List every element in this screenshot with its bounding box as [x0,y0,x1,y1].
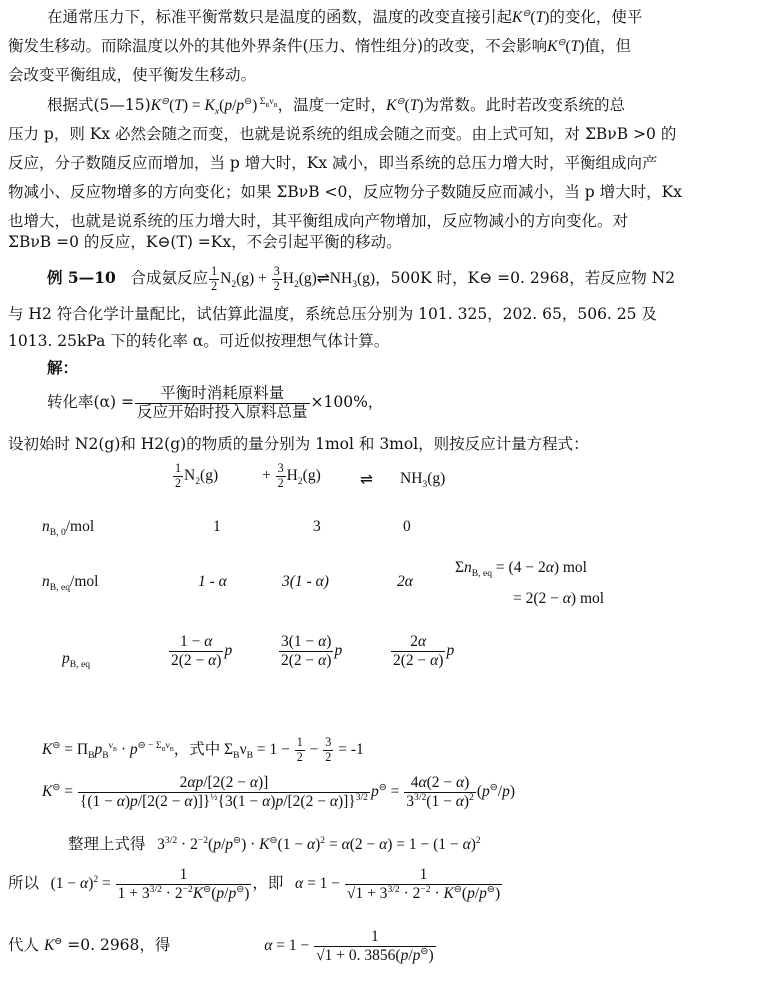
substitution-label: 代人 K⊖ =0. 2968，得 [8,935,171,954]
example-line2 [8,304,657,324]
equation-solution-alpha: 所以 $(1 - \alpha)^2$ = $\frac{1}{1 + 3^{3/2} \cdot 2^{-2}K^⊖(p/p^⊖)}$ ，即 α = 1 − $\frac{1}{√1 + 3^{3/2} \cdot 2^{-2} \cdot K^⊖(p/p^⊖)}$ [8,866,501,902]
solution-label [47,358,78,378]
para2-line2 [8,124,676,144]
initial-amounts [8,434,589,454]
table-header-nh3: $NH_3(g)$ [400,470,446,491]
text: 反应，分子数随反应而增加，当 p 增大时，Kx 减小，即当系统的总压力增大时，平衡组成向产 [8,154,658,172]
para1-line1: 在通常压力下，标准平衡常数只是温度的函数，温度的改变直接引起K⊖(T)的变化，使平 [47,7,643,26]
conversion-definition [47,382,383,422]
neq-n2: 1 - α [198,573,227,590]
n0-nh3: 0 [403,518,411,535]
text: 为常数。此时若改变系统的总 [423,96,625,114]
text: 整理上式得 [68,835,146,853]
peq-nh3: $\frac{2\alpha}{2(2 - \alpha)}$ p [393,633,455,669]
neq-sum1: $\Sigma n_{B, eq} = (4 - 2\alpha)$ mol [455,559,587,580]
text: 值，但 [584,37,631,55]
peq-n2: $\frac{1 - \alpha}{2(2 - \alpha)}$ p [171,633,233,669]
row-label-peq: $p_{B, eq}$ [62,650,91,671]
para1-line2: 衡发生移动。而除温度以外的其他外界条件(压力、惰性组分)的改变，不会影响K⊖(T)值，但 [8,36,631,55]
row-label-neq: $n_{B, eq}$/mol [42,573,99,594]
text: 合成氨反应 [130,269,209,287]
table-header-n2: $\frac{1}{2}$ $N_2(g)$ [175,461,219,490]
n0-n2: 1 [213,518,221,535]
example-line1: 例 5—10 合成氨反应 $\frac{1}{2}$ $N_2(g)$ + $\frac{3}{2}$ $H_2(g)\rightleftharpoons NH_3(g)$，500K 时，K⊖ =0. 2968，若反应物 N2 [47,263,676,293]
peq-h2: $\frac{3(1 - \alpha)}{2(2 - \alpha)}$ p [281,633,343,669]
neq-sum2: = 2(2 − α) mol [513,590,605,607]
para2-line5 [8,211,628,231]
text: 物减小、反应物增多的方向变化；如果 ΣBνB <0，反应物分子数随反应而减小，当 p 增大时，Kx [8,183,682,201]
text: 与 H2 符合化学计量配比，试估算此温度，系统总压分别为 101. 325，202. 65，506. 25 及 [8,305,657,323]
table-header-h2: + $\frac{3}{2}$ $H_2(g)$ [262,461,321,490]
neq-nh3: 2α [397,573,413,590]
text: ΣBνB =0 的反应，K⊖(T) =Kx，不会引起平衡的移动。 [8,233,402,251]
n0-h2: 3 [313,518,321,535]
para2-line3 [8,153,658,173]
text: ，500K 时，K⊖ =0. 2968，若反应物 N2 [375,269,676,287]
equation-k-definition: $K^⊖ = \Pi_Bp_B^{\nu_B} \cdot p^{⊖ - \Sigma_B\nu_B}$，式中 $\Sigma_B\nu_B = 1$ − $\frac{1}{2}$ − $\frac{3}{2}$ = -1 [42,735,364,764]
row-label-n0: $n_{B, 0}$/mol [42,518,95,539]
text: 1013. 25kPa 下的转化率 α。可近似按理想气体计算。 [8,332,390,350]
text: 根据式(5—15) [47,96,151,114]
text: 衡发生移动。而除温度以外的其他外界条件(压力、惰性组分)的改变，不会影响 [8,37,548,55]
k-standard-T: K⊖ [512,7,531,26]
text: 也增大，也就是说系统的压力增大时，其平衡组成向产物增加，反应物减小的方向变化。对 [8,212,629,230]
equation-substituted: 代人 K⊖ =0. 2968，得 α = 1 − $\frac{1}{√1 + 0. 3856(p/p^⊖)}$ [8,928,434,964]
para2-line1: 根据式(5—15)K⊖(T) = $K_x(p/p^⊖)$ $^{\Sigma_B\nu_B}$，温度一定时，K⊖(T)为常数。此时若改变系统的总 [47,95,625,118]
equation-k-expanded: K⊖ = $\frac{2\alpha p/[2(2 - \alpha)]}{\{(1 - \alpha)p/[2(2 - \alpha)]\}^{\frac{1}{2}}\{3(1 - \alpha)p/[2(2 - \alpha)]\}^{3/2}}$ p⊖ = $\frac{4\alpha(2 - \alpha)}{3^{3/2}(1 - \alpha)^2}$ (p⊖/p) [42,774,516,810]
text: 的变化，使平 [549,8,643,26]
text: ，温度一定时， [277,96,387,114]
para1-line3 [8,65,256,85]
text: 会改变平衡组成，使平衡发生移动。 [8,66,257,84]
table-header-arrow: ⇌ [360,471,373,488]
text: 解： [47,358,79,377]
numerator: 平衡时消耗原料量 [135,385,310,404]
text: ，即 [252,874,284,892]
para2-line6 [8,232,402,252]
sum-value: -1 [350,741,364,758]
example-line3 [8,331,389,351]
text: 在通常压力下，标准平衡常数只是温度的函数，温度的改变直接引起 [47,8,513,26]
text: 设初始时 N2(g)和 H2(g)的物质的量分别为 1mol 和 3mol，则按反应计量方程式： [8,435,589,453]
text: 所以 [8,874,40,892]
text: 压力 p，则 Kx 必然会随之而变，也就是说系统的组成会随之而变。由上式可知，对 ΣBνB >0 的 [8,125,677,143]
denominator: 反应开始时投入原料总量 [136,402,308,421]
para2-line4 [8,182,682,202]
neq-h2: 3(1 - α) [282,573,329,590]
example-label: 例 5—10 [47,268,116,287]
text: ×100%， [310,393,384,411]
coefficient: 0. 3856 [348,946,396,964]
equation-rearranged: 整理上式得 $3^{3/2} \cdot 2^{-2}(p/p^⊖) \cdot K^⊖(1 - \alpha)^2 = \alpha(2 - \alpha) = 1 - (1 - \alpha)^2$ [68,834,481,853]
text: 转化率(α) = [47,393,134,411]
